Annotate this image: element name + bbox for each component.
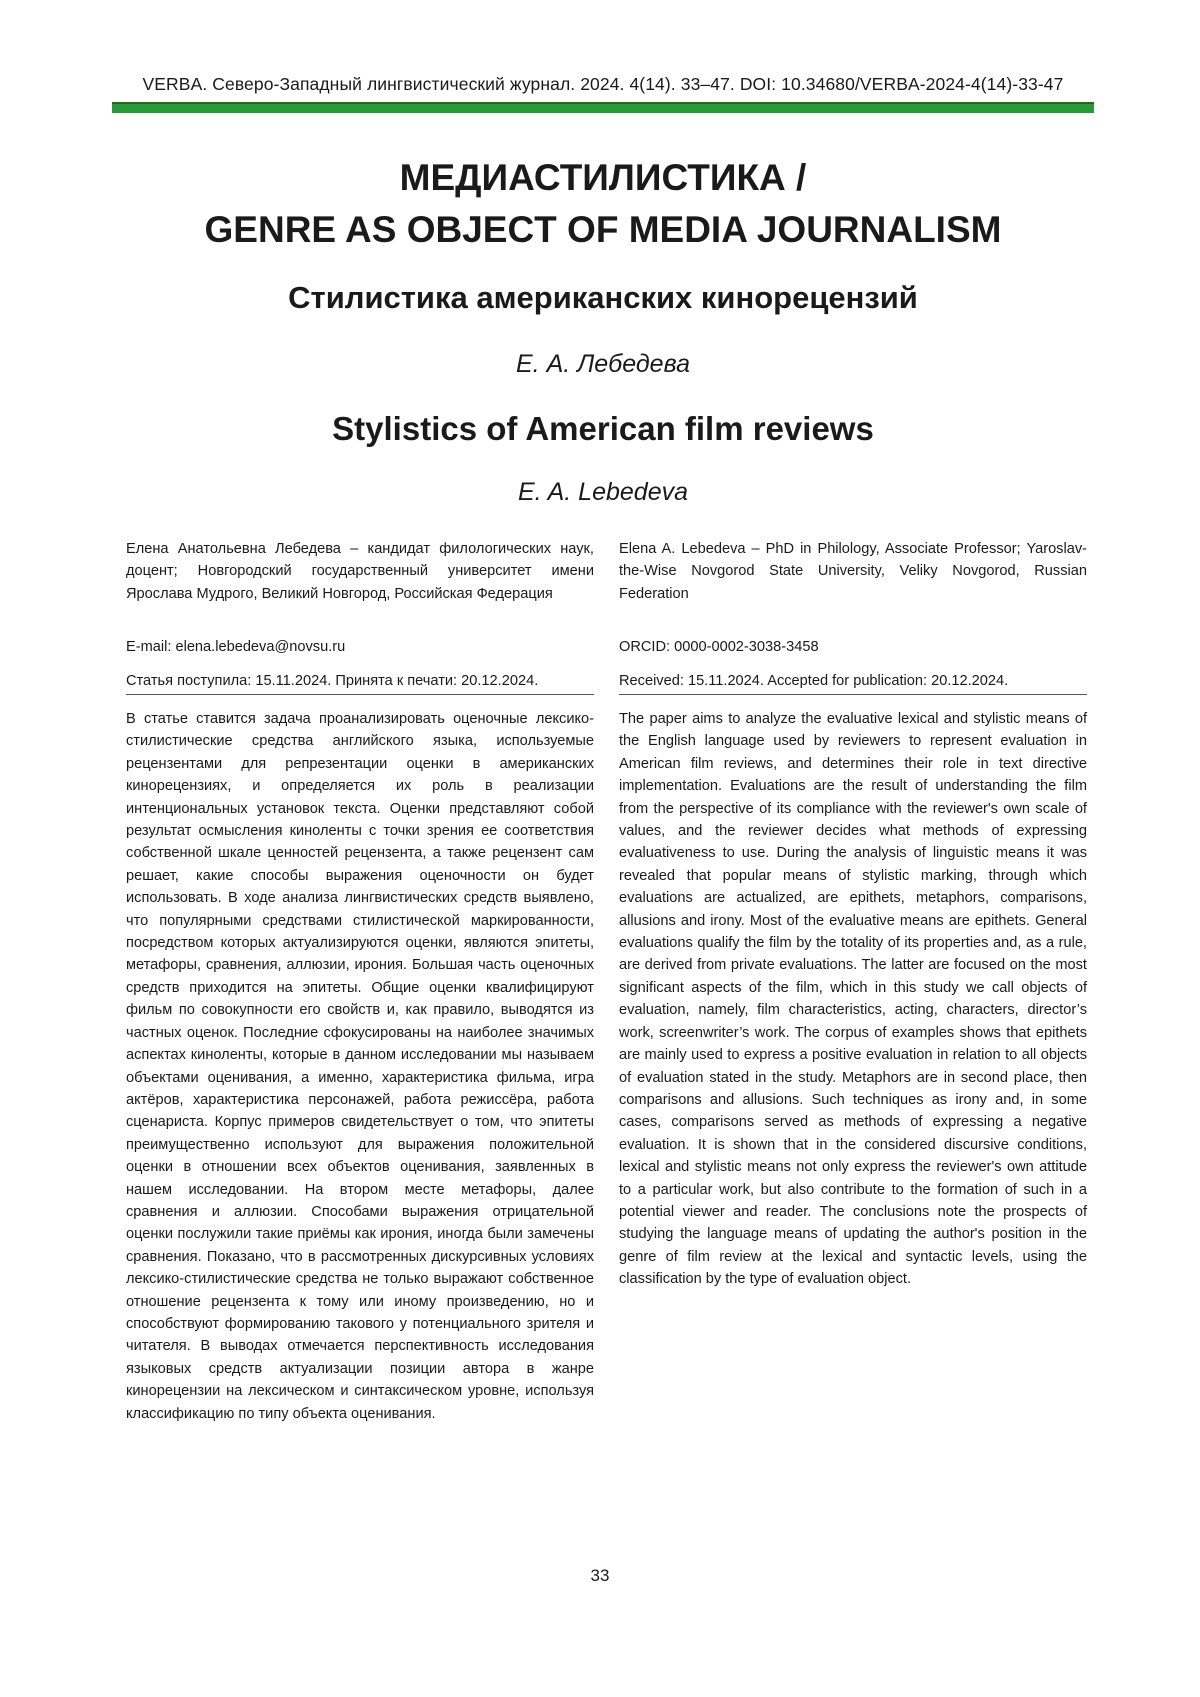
page-number: 33 [0, 1566, 1200, 1586]
section-title-line1: МЕДИАСТИЛИСТИКА / [400, 157, 807, 198]
abstract-en: The paper aims to analyze the evaluative lexical and stylistic means of the English language used by reviewers to represent evaluation in American film reviews, and determines their role in text directive implementation. Evaluations are the result of understanding the film from the perspective of its compliance with the reviewer's own scale of values, and the reviewer decides what methods of expressing evaluativeness to use. During the analysis of linguistic means it was revealed that popular means of stylistic marking, through which evaluations are actualized, are epithets, metaphors, comparisons, allusions and irony. Most of the evaluative means are epithets. General evaluations qualify the film by the totality of its properties and, as a rule, are derived from private evaluations. The latter are focused on the most significant aspects of the film, which in this study we call objects of evaluation, namely, film characteristics, acting, characters, director’s work, screenwriter’s work. The corpus of examples shows that epithets are mainly used to express a positive evaluation in relation to all objects of evaluation stated in the study. Metaphors are in second place, then comparisons and allusions. Such techniques as irony and, in some cases, comparisons served as methods of expressing a negative evaluation. It is shown that in the considered discursive conditions, lexical and stylistic means not only express the reviewer's own attitude to a particular work, but also contribute to the formation of such in a potential viewer and reader. The conclusions note the prospects of studying the language means of updating the author's position in the genre of film review at the lexical and syntactic levels, using the classification by the type of evaluation object. [619, 708, 1087, 1291]
orcid[interactable]: ORCID: 0000-0002-3038-3458 [619, 636, 1087, 658]
affiliation-en: Elena A. Lebedeva – PhD in Philology, Associate Professor; Yaroslav-the-Wise Novgorod State University, Veliky Novgorod, Russian Federation [619, 538, 1087, 605]
affiliation-ru: Елена Анатольевна Лебедева – кандидат филологических наук, доцент; Новгородский государственный университет имени Ярослава Мудрого, Великий Новгород, Российская Федерация [126, 538, 594, 605]
article-title-ru: Стилистика американских кинорецензий [112, 280, 1094, 316]
author-en: E. A. Lebedeva [112, 478, 1094, 507]
author-ru: Е. А. Лебедева [112, 350, 1094, 379]
header-rule [112, 102, 1094, 113]
abstract-ru: В статье ставится задача проанализировать оценочные лексико-стилистические средства английского языка, используемые рецензентами для репрезентации оценки в американских кинорецензиях, и определяется их роль в реализации интенциональных установок текста. Оценки представляют собой результат осмысления киноленты с точки зрения ее соответствия собственной шкале ценностей рецензента, а также рецензент сам решает, какие способы выражения оценочности он будет использовать. В ходе анализа лингвистических средств выявлено, что популярными средствами стилистической маркированности, посредством которых актуализируются оценки, являются эпитеты, метафоры, сравнения, аллюзии, ирония. Большая часть оценочных средств приходится на эпитеты. Общие оценки квалифицируют фильм по совокупности его свойств и, как правило, выводятся из частных оценок. Последние сфокусированы на наиболее значимых аспектах киноленты, которые в данном исследовании мы называем объектами оценивания, а именно, характеристика фильма, игра актёров, характеристика персонажей, работа режиссёра, работа сценариста. Корпус примеров свидетельствует о том, что эпитеты преимущественно используют для выражения положительной оценки в отношении всех объектов оценивания, заявленных в нашем исследовании. На втором месте метафоры, далее сравнения и аллюзии. Способами выражения отрицательной оценки послужили такие приёмы как ирония, иногда были замечены сравнения. Показано, что в рассмотренных дискурсивных условиях лексико-стилистические средства не только выражают собственное отношение рецензента к тому или иному произведению, но и способствуют формированию такового у потенциального зрителя и читателя. В выводах отмечается перспективность исследования языковых средств актуализации позиции автора в жанре кинорецензии на лексическом и синтаксическом уровне, используя классификацию по типу объекта оценивания. [126, 708, 594, 1425]
dates-en: Received: 15.11.2024. Accepted for publication: 20.12.2024. [619, 670, 1087, 695]
dates-ru: Статья поступила: 15.11.2024. Принята к печати: 20.12.2024. [126, 670, 594, 695]
section-title [112, 152, 1094, 256]
running-header: VERBA. Северо-Западный лингвистический журнал. 2024. 4(14). 33–47. DOI: 10.34680/VERBA-2024-4(14)-33-47 [112, 74, 1094, 95]
email[interactable]: E-mail: elena.lebedeva@novsu.ru [126, 636, 594, 658]
article-title-en: Stylistics of American film reviews [112, 410, 1094, 448]
section-title-line2: GENRE AS OBJECT OF MEDIA JOURNALISM [205, 209, 1002, 250]
